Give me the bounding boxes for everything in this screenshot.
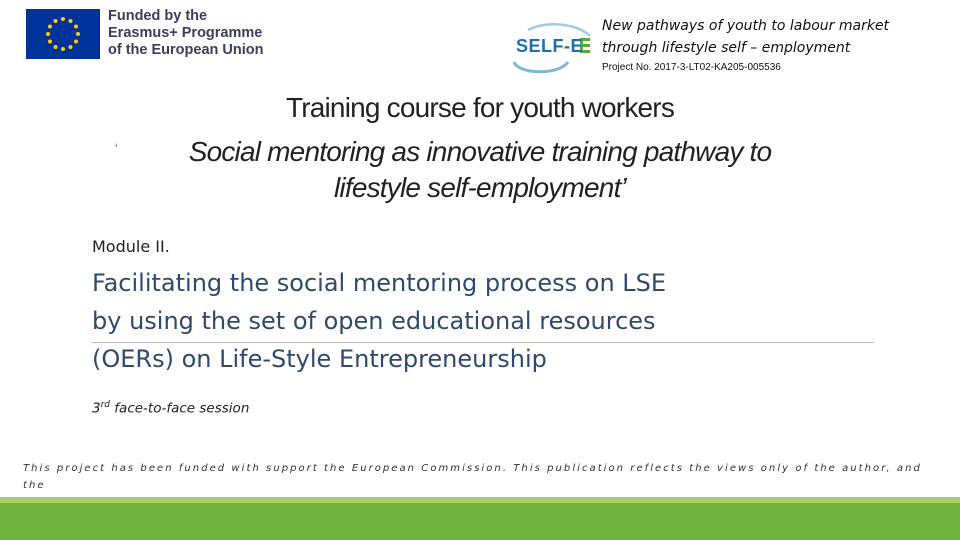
eu-line-1: Funded by the (108, 8, 208, 24)
eu-flag-icon (26, 9, 100, 59)
session-ordinal: 3 (92, 400, 101, 417)
eu-line-3: of the European Union (108, 42, 264, 58)
course-subtitle-line-1: Social mentoring as innovative training pathway to (188, 136, 772, 167)
project-tagline-line-2: through lifestyle self – employment (602, 40, 851, 56)
module-title (92, 264, 772, 378)
divider-line (92, 342, 874, 343)
project-tagline-line-1: New pathways of youth to labour market (602, 18, 890, 34)
module-title-line-2: by using the set of open educational resources (92, 307, 656, 335)
opening-quote-mark: ‘ (114, 140, 118, 156)
course-subtitle (110, 134, 850, 206)
session-label (92, 400, 249, 417)
disclaimer-line-1: This project has been funded with support the European Commission. This publication reflects the views only of the author, and the (23, 463, 922, 491)
course-subtitle-line-2: lifestyle self-employment’ (334, 172, 626, 203)
session-ordinal-suffix: rd (100, 400, 111, 410)
module-title-line-1: Facilitating the social mentoring process on LSE (92, 269, 667, 297)
module-label: Module II. (92, 237, 170, 256)
project-info (602, 15, 942, 73)
eu-funding-logo (26, 8, 263, 59)
eu-line-2: Erasmus+ Programme (108, 25, 263, 41)
selfe-logo (508, 22, 596, 74)
eu-funding-text (108, 8, 263, 59)
footer-bar (0, 503, 960, 540)
course-title: Training course for youth workers (285, 92, 675, 123)
session-text: face-to-face session (110, 400, 250, 417)
selfe-logo-text: SELF-E (516, 36, 584, 56)
module-title-line-3: (OERs) on Life-Style Entrepreneurship (92, 345, 547, 373)
project-number: Project No. 2017-3-LT02-KA205-005536 (602, 62, 781, 73)
